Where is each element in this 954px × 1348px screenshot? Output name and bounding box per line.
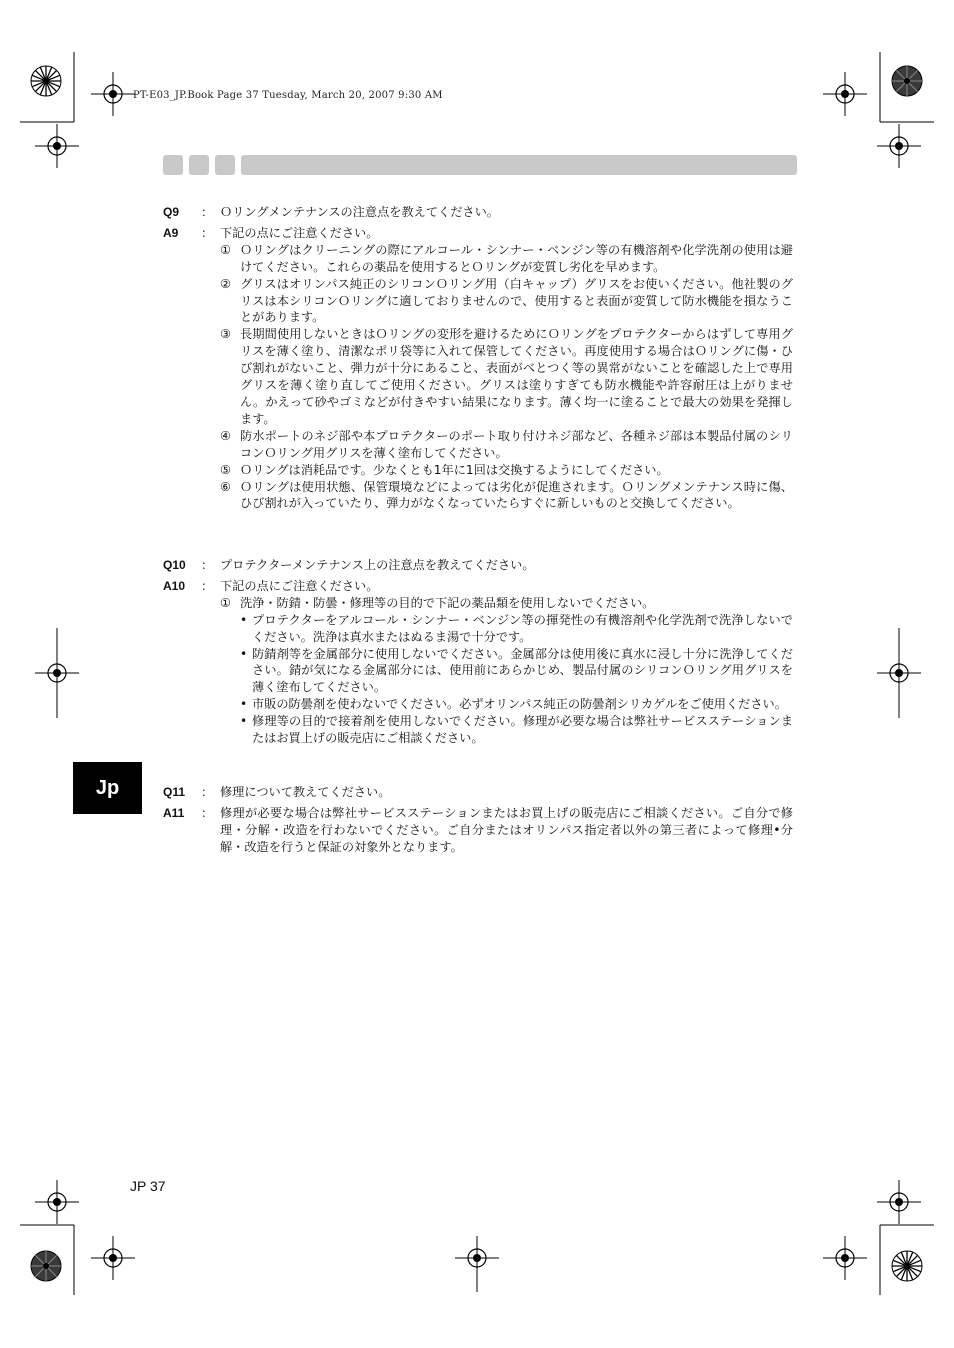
item-text: 洗浄・防錆・防曇・修理等の目的で下記の薬品類を使用しないでください。	[240, 595, 655, 610]
item-number: ①	[220, 242, 231, 257]
colon: ：	[201, 205, 214, 219]
answer-text: 下記の点にご注意ください。	[220, 225, 379, 240]
item-text: グリスはオリンパス純正のシリコンＯリング用（白キャップ）グリスをお使いください。他社製のグリスは本シリコンＯリングに適しておりませんので、使用すると表面が変質して防水機能を損なうことがあります。	[240, 276, 793, 325]
item-number: ②	[220, 276, 231, 291]
colon: ：	[201, 225, 214, 240]
item-number: ③	[220, 327, 231, 342]
item-number: ④	[220, 428, 231, 443]
printer-star-target-icon	[30, 65, 62, 97]
item-text: 長期間使用しないときはＯリングの変形を避けるためにＯリングをプロテクターからはずして専用グリスを薄く塗り、清潔なポリ袋等に入れて保管してください。再度使用する場合はＯリングに傷・ひび割れがないこと、弾力が十分にあること、表面がべとつく等の異常がないことを確認した上で専用グリスを薄く塗り直してご使用ください。グリスは塗りすぎても防水機能や許容耐圧は上がりません。かえって砂やゴミなどが付きやすい結果になります。薄く均一に塗ることで最大の効果を発揮します。	[240, 327, 793, 426]
question-text: 修理について教えてください。	[220, 785, 391, 799]
colon: ：	[201, 805, 214, 820]
colon: ：	[201, 578, 214, 593]
colon: ：	[201, 785, 214, 799]
bullet-icon: •	[240, 697, 248, 712]
item-text: Ｏリングは使用状態、保管環境などによっては劣化が促進されます。Ｏリングメンテナンス時に傷、ひび割れが入っていたり、弾力がなくなっていたらすぐに新しいものと交換してください。	[240, 479, 793, 511]
page-number: JP 37	[130, 1178, 166, 1194]
question-text: Ｏリングメンテナンスの注意点を教えてください。	[220, 205, 499, 219]
answer-label: A10	[163, 578, 186, 593]
question-label: Q11	[163, 785, 186, 799]
bullet-text: 市販の防曇剤を使わないでください。必ずオリンパス純正の防曇剤シリカゲルをご使用ください。	[252, 697, 787, 712]
item-text: 防水ポートのネジ部や本プロテクターのポート取り付けネジ部など、各種ネジ部は本製品付属のシリコンＯリング用グリスを薄く塗布してください。	[240, 428, 793, 460]
question-label: Q9	[163, 205, 180, 219]
question-label: Q10	[163, 558, 186, 572]
printer-star-target-icon	[891, 1250, 923, 1282]
printer-star-target-icon	[891, 65, 923, 97]
answer-label: A11	[163, 805, 185, 820]
language-tab: Jp	[73, 762, 142, 814]
bullet-icon: •	[240, 714, 248, 729]
question-text: プロテクターメンテナンス上の注意点を教えてください。	[220, 558, 535, 572]
item-text: Ｏリングはクリーニングの際にアルコール・シンナー・ベンジン等の有機溶剤や化学洗剤の使用は避けてください。これらの薬品を使用するとＯリングが変質し劣化を早めます。	[240, 242, 793, 274]
item-text: Ｏリングは消耗品です。少なくとも1年に1回は交換するようにしてください。	[240, 462, 669, 477]
item-number: ⑤	[220, 462, 231, 477]
item-number: ①	[220, 595, 231, 610]
item-number: ⑥	[220, 479, 231, 494]
answer-text: 下記の点にご注意ください。	[220, 578, 379, 593]
bullet-text: 防錆剤等を金属部分に使用しないでください。金属部分は使用後に真水に浸し十分に洗浄してください。錆が気になる金属部分には、使用前にあらかじめ、製品付属のシリコンＯリング用グリスを薄く塗布してください。	[252, 646, 793, 695]
bullet-text: プロテクターをアルコール・シンナー・ベンジン等の揮発性の有機溶剤や化学洗剤で洗浄しないでください。洗浄は真水またはぬるま湯で十分です。	[252, 612, 793, 644]
printer-star-target-icon	[30, 1250, 62, 1282]
answer-text: 修理が必要な場合は弊社サービスステーションまたはお買上げの販売店にご相談ください。ご自分で修理・分解・改造を行わないでください。ご自分またはオリンパス指定者以外の第三者によって修理•分解・改造を行うと保証の対象外となります。	[220, 805, 793, 854]
file-header: PT-E03_JP.Book Page 37 Tuesday, March 20, 2007 9:30 AM	[133, 90, 443, 101]
colon: ：	[201, 558, 214, 572]
bullet-icon: •	[240, 646, 248, 661]
bullet-text: 修理等の目的で接着剤を使用しないでください。修理が必要な場合は弊社サービスステーションまたはお買上げの販売店にご相談ください。	[252, 714, 793, 746]
answer-label: A9	[163, 225, 179, 240]
bullet-icon: •	[240, 612, 248, 627]
